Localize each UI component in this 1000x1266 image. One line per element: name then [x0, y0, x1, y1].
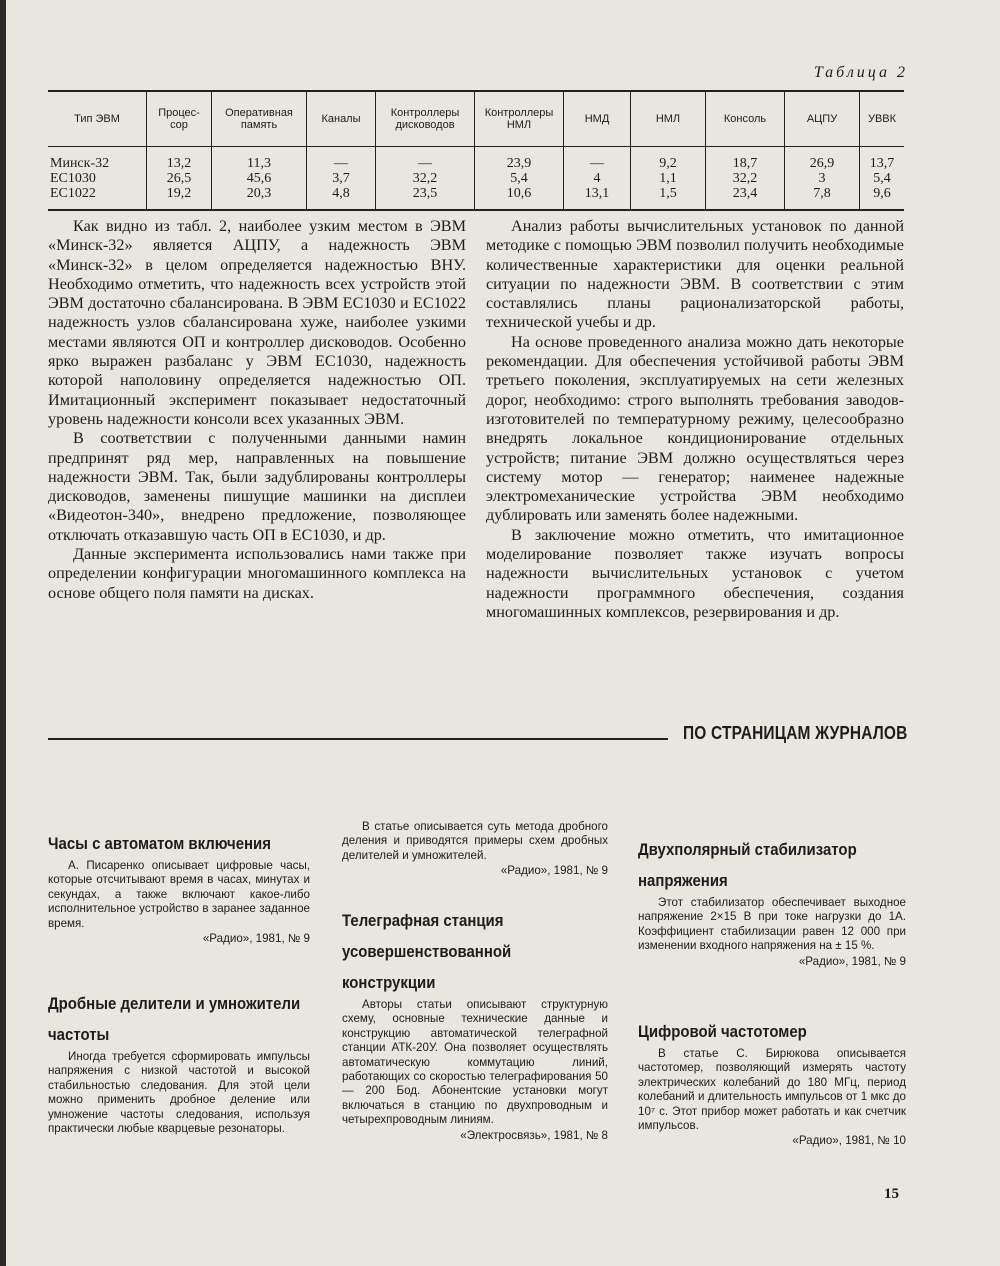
digest-text: А. Писаренко описывает цифровые часы, которые отсчитывают время в часах, минутах и секундах, а также включают какое-либо исполнительное устройство в заранее заданное время. — [48, 859, 310, 930]
table-cell: — 32,2 23,5 — [376, 147, 475, 211]
article-left-column — [48, 217, 466, 603]
digest-source: «Радио», 1981, № 9 — [202, 932, 310, 946]
header-cell: АЦПУ — [785, 91, 860, 147]
digest-title: Двухполярный стабилизатор напряжения — [638, 840, 857, 890]
header-cell: НМЛ — [631, 91, 706, 147]
reliability-table — [48, 90, 904, 211]
section-divider — [48, 738, 668, 740]
table-cell: 11,3 45,6 20,3 — [212, 147, 307, 211]
table-cell: 13,7 5,4 9,6 — [860, 147, 905, 211]
digest-title: Телеграфная станция усовершенствованной конструкции — [342, 911, 512, 992]
digest-text: В статье описывается суть метода дробного деления и приводятся примеры схем дробных делителей и умножителей. — [342, 820, 608, 862]
header-cell: Оперативная память — [212, 91, 307, 147]
table-cell: — 3,7 4,8 — [307, 147, 376, 211]
table-cell: — 4 13,1 — [564, 147, 631, 211]
paragraph: В заключение можно отметить, что имитационное моделирование позволяет также изучать вопросы надежности вычислительных установок с учетом надежности программного обеспечения, создания многомашинных комплексов, резервирования и др. — [486, 525, 904, 621]
header-cell: УВВК — [860, 91, 905, 147]
digest-source: «Радио», 1981, № 10 — [792, 1134, 906, 1148]
digest-title: Цифровой частотомер — [638, 1022, 807, 1041]
digest-text: В статье С. Бирюкова описывается частотомер, позволяющий измерять частоту электрических колебаний до 180 МГц, период колебаний и длительность импульсов от 1 мкс до 10⁷ с. Этот прибор может работать и как счетчик импульсов. — [638, 1047, 906, 1133]
header-cell: Процес- сор — [147, 91, 212, 147]
digest-item — [48, 828, 310, 946]
digest-item — [48, 988, 310, 1136]
header-cell: Консоль — [706, 91, 785, 147]
header-cell: Тип ЭВМ — [48, 91, 147, 147]
paragraph: Данные эксперимента использовались нами также при определении конфигурации многомашинного комплекса на основе общего поля памяти на дисках. — [48, 545, 466, 602]
table-header-row — [48, 91, 904, 147]
digest-title: Часы с автоматом включения — [48, 834, 271, 853]
header-cell: Контроллеры НМЛ — [475, 91, 564, 147]
digest-item — [638, 834, 906, 969]
page-number: 15 — [884, 1186, 899, 1202]
header-cell: НМД — [564, 91, 631, 147]
header-cell: Каналы — [307, 91, 376, 147]
digest-source: «Радио», 1981, № 9 — [798, 954, 906, 968]
digest-title: Дробные делители и умножители частоты — [48, 994, 301, 1044]
table-cell: Минск-32 ЕС1030 ЕС1022 — [50, 156, 110, 201]
digest-text: Авторы статьи описывают структурную схему, основные технические данные и конструкцию автоматической телеграфной станции АТК-20У. Она позволяет осуществлять автоматическую коммутацию линий, работающих со скоростью телеграфирования 50 — 200 Бод. Абонентские установки могут включаться в станцию по двухпроводным и четырехпроводным линиям. — [342, 998, 608, 1127]
digest-item — [342, 820, 608, 879]
table-cell: 26,9 3 7,8 — [785, 147, 860, 211]
digest-item — [342, 905, 608, 1143]
table-cell: 23,9 5,4 10,6 — [475, 147, 564, 211]
table-cell: 13,2 26,5 19,2 — [147, 147, 212, 211]
digest-item — [638, 1016, 906, 1149]
digest-source: «Электросвязь», 1981, № 8 — [460, 1128, 608, 1142]
table-row — [48, 147, 904, 211]
digest-source: «Радио», 1981, № 9 — [500, 864, 608, 878]
table-caption: Таблица 2 — [813, 64, 908, 81]
header-cell: Контроллеры дисководов — [376, 91, 475, 147]
paragraph: На основе проведенного анализа можно дать некоторые рекомендации. Для обеспечения устойчивой работы ЭВМ третьего поколения, эксплуатируемых на сети железных дорог, необходимо: строго выполнять требования заводов-изготовителей по температурному режиму, целесообразно внедрять локальное кондиционирование отдельных устройств; питание ЭВМ должно осуществляться через систему мотор — генератор; наименее надежные электромеханические устройства ЭВМ необходимо дублировать или заменять более надежными. — [486, 332, 904, 525]
article-right-column — [486, 217, 904, 622]
paragraph: Как видно из табл. 2, наиболее узким местом в ЭВМ «Минск-32» является АЦПУ, а надежность ЭВМ «Минск-32» в целом определяется надежностью ВНУ. Необходимо отметить, что надежность всех устройств этой ЭВМ достаточно сбалансирована. В ЭВМ ЕС1030 и ЕС1022 надежность узлов сбалансирована хуже, наиболее узкими местами являются ОП и контроллер дисководов. Особенно ярко выражен разбаланс у ЭВМ ЕС1030, надежность которой наполовину определяется надежностью ОП. Имитационный эксперимент показывает недостаточный уровень надежности консоли всех указанных ЭВМ. — [48, 217, 466, 428]
digest-text: Этот стабилизатор обеспечивает выходное напряжение 2×15 В при токе нагрузки до 1А. Коэффициент стабилизации равен 12 000 при изменении входного напряжения на ± 15 %. — [638, 896, 906, 953]
paragraph: Анализ работы вычислительных установок по данной методике с помощью ЭВМ позволил получить необходимые количественные характеристики для оценки реальной ситуации по надежности ЭВМ. В соответствии с этим составлялись планы рационализаторской работы, технической учебы и др. — [486, 217, 904, 332]
section-title: ПО СТРАНИЦАМ ЖУРНАЛОВ — [683, 723, 908, 743]
table-cell: 9,2 1,1 1,5 — [631, 147, 706, 211]
page-edge — [0, 0, 6, 1266]
digest-text: Иногда требуется сформировать импульсы напряжения с низкой частотой и высокой стабильностью следования. Для этой цели можно применить дробное деление или умножение частоты следования, используя практически любые кварцевые резонаторы. — [48, 1050, 310, 1136]
table-cell: 18,7 32,2 23,4 — [706, 147, 785, 211]
paragraph: В соответствии с полученными данными намин предпринят ряд мер, направленных на повышение надежности ЭВМ. Так, были задублированы контроллеры дисководов, заменены пишущие машинки на дисплеи «Видеотон-340», внедрено предложение, позволяющее отключать отказавшую часть ОП в ЕС1030, и др. — [48, 429, 466, 544]
